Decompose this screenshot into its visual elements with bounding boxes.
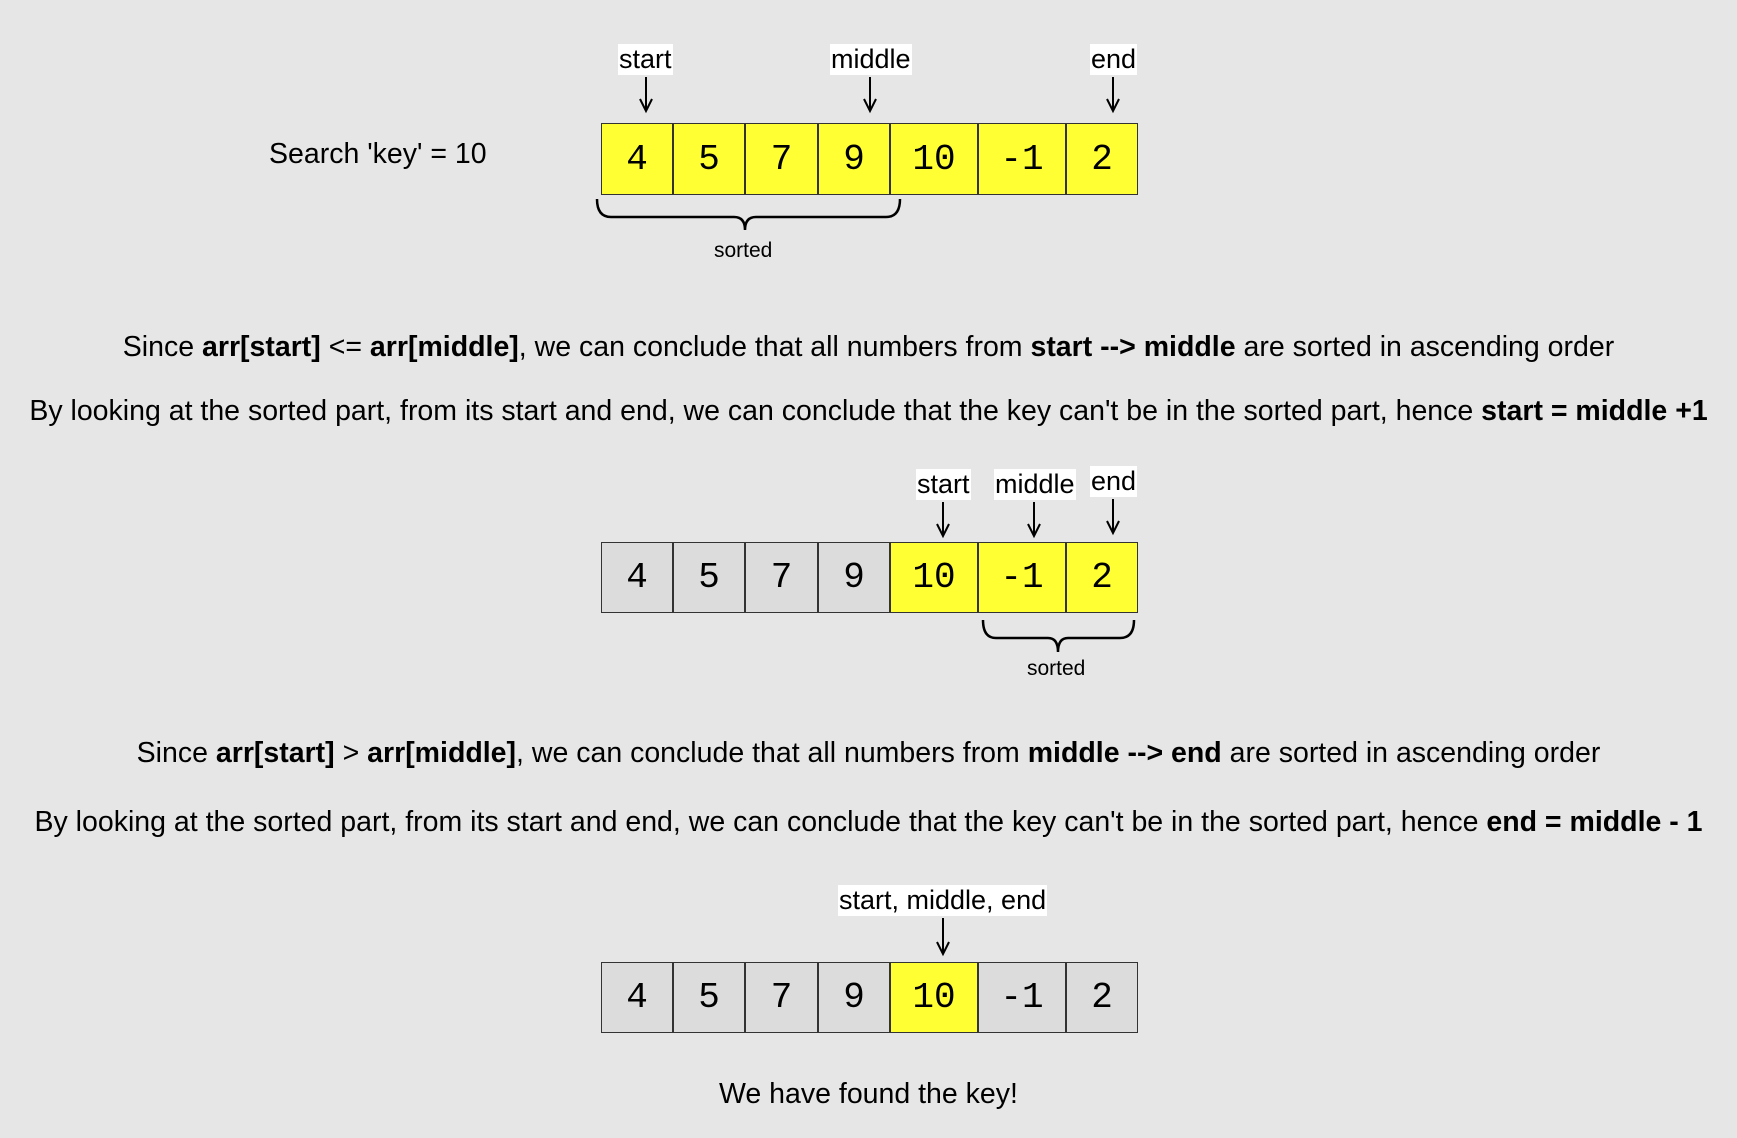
array-cell: 4 <box>601 962 673 1033</box>
down-arrow-icon <box>937 502 949 536</box>
array-cell: 2 <box>1066 962 1138 1033</box>
middle-pointer-label: middle <box>995 469 1075 499</box>
array-cell: 5 <box>673 123 745 195</box>
end-pointer-label: end <box>1091 466 1137 496</box>
array-cell: -1 <box>978 542 1066 613</box>
sorted-brace-icon <box>983 620 1134 652</box>
array-cell: 2 <box>1066 123 1138 195</box>
middle-pointer-label: middle <box>831 44 911 74</box>
array-cell: 9 <box>818 962 890 1033</box>
search-key-label: Search 'key' = 10 <box>269 138 487 170</box>
array-cell: 7 <box>745 123 818 195</box>
array-cell: 9 <box>818 123 890 195</box>
array-cell: 4 <box>601 542 673 613</box>
array-cell: 10 <box>890 123 978 195</box>
sorted-label: sorted <box>714 239 773 262</box>
down-arrow-icon <box>937 918 949 954</box>
array-cell: 7 <box>745 542 818 613</box>
conclusion-text: We have found the key! <box>719 1078 1018 1110</box>
explanation-step-2-condition: Since arr[start] > arr[middle], we can conclude that all numbers from middle --> end are sorted in ascending order <box>136 737 1601 769</box>
array-cell: 10 <box>890 542 978 613</box>
start-pointer-label: start <box>619 44 672 74</box>
down-arrow-icon <box>1028 502 1040 536</box>
array-cell: 2 <box>1066 542 1138 613</box>
array-cell: 5 <box>673 542 745 613</box>
explanation-step-2-update: By looking at the sorted part, from its start and end, we can conclude that the key can't be in the sorted part, hence end = middle - 1 <box>34 806 1703 838</box>
sorted-label: sorted <box>1027 657 1086 680</box>
array-cell: 5 <box>673 962 745 1033</box>
explanation-step-1-condition: Since arr[start] <= arr[middle], we can conclude that all numbers from start --> middle are sorted in ascending order <box>122 331 1615 363</box>
array-cell: 7 <box>745 962 818 1033</box>
down-arrow-icon <box>640 77 652 111</box>
start-pointer-label: start <box>917 469 970 499</box>
array-cell: -1 <box>978 962 1066 1033</box>
array-cell: -1 <box>978 123 1066 195</box>
array-cell: 9 <box>818 542 890 613</box>
sorted-brace-icon <box>597 199 900 230</box>
array-cell: 4 <box>601 123 673 195</box>
down-arrow-icon <box>864 77 876 111</box>
explanation-step-1-update: By looking at the sorted part, from its start and end, we can conclude that the key can't be in the sorted part, hence start = middle +1 <box>29 395 1708 427</box>
down-arrow-icon <box>1107 77 1119 111</box>
down-arrow-icon <box>1107 499 1119 533</box>
end-pointer-label: end <box>1091 44 1137 74</box>
combined-pointer-label: start, middle, end <box>839 885 1047 915</box>
array-cell: 10 <box>890 962 978 1033</box>
